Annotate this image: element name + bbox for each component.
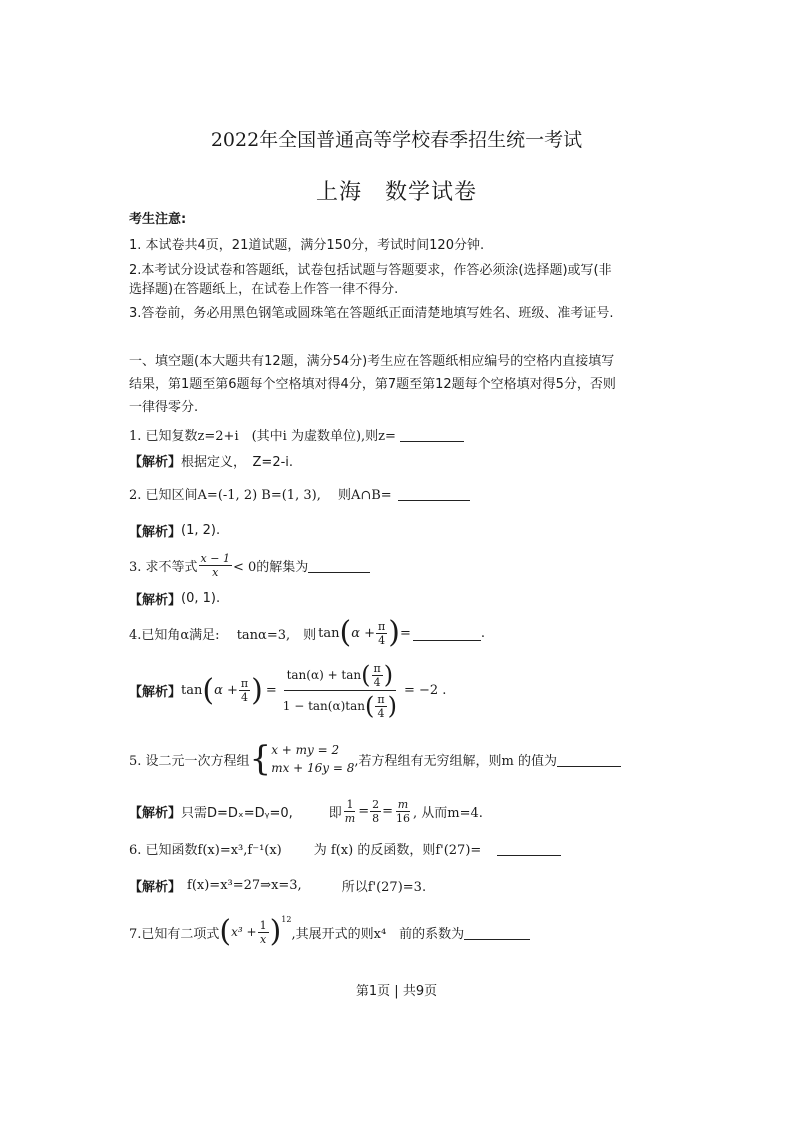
- question-7-prefix: 7.已知有二项式: [129, 926, 220, 942]
- question-2-text: 2. 已知区间A=(-1, 2) B=(1, 3), 则A∩B=: [129, 488, 392, 503]
- fraction-m-over-16: [394, 798, 412, 825]
- notice-item-2-line2: 选择题)在答题纸上，在试卷上作答一律不得分.: [129, 282, 399, 297]
- fraction-denominator: 4: [241, 691, 249, 704]
- right-paren: ): [388, 615, 400, 650]
- notice-heading: 考生注意:: [129, 212, 187, 227]
- answer-blank-7: [464, 925, 530, 940]
- tan-label: tan: [181, 683, 203, 698]
- fraction-denominator: x: [259, 932, 267, 946]
- left-brace: {: [249, 739, 272, 779]
- notice-item-2-line1: 2.本考试分设试卷和答题纸，试卷包括试题与答题要求，作答必须涂(选择题)或写(非: [129, 263, 612, 278]
- fraction-denominator: 4: [378, 633, 386, 647]
- pi-over-4: [376, 620, 387, 647]
- question-3-suffix: < 0的解集为: [232, 560, 309, 575]
- notice-item-1: 1. 本试卷共4页，21道试题，满分150分，考试时间120分钟.: [129, 238, 485, 253]
- exponent: 12: [281, 915, 292, 924]
- big-fraction-denominator: [280, 691, 400, 721]
- section1-line3: 一律得零分.: [129, 400, 199, 415]
- question-3: [129, 552, 370, 579]
- analysis-5-text1: 只需D=Dₓ=Dᵧ=0,: [181, 806, 293, 821]
- question-7-suffix: ,其展开式的则x⁴ 前的系数为: [291, 926, 465, 942]
- analysis-label: 【解析】: [129, 525, 182, 540]
- notice-item-3: 3.答卷前，务必用黑色钢笔或圆珠笔在答题纸正面清楚地填写姓名、班级、准考证号.: [129, 306, 614, 321]
- question-4-prefix: 4.已知角α满足: tanα=3, 则: [129, 627, 317, 643]
- big-fraction: [280, 660, 400, 721]
- right-paren: ): [251, 672, 263, 708]
- pi-over-4: [239, 677, 250, 704]
- pi-over-4: [375, 693, 386, 720]
- question-5-suffix: ,若方程组有无穷组解，则m 的值为: [354, 753, 557, 769]
- analysis-6-text2: 所以f'(27)=3.: [341, 880, 427, 895]
- analysis-5-text3: , 从而m=4.: [413, 806, 483, 821]
- left-paren: (: [339, 615, 352, 650]
- equation-system: [271, 741, 354, 777]
- equals-sign: =: [399, 625, 411, 641]
- fraction-numerator: π: [240, 677, 249, 690]
- question-6: [129, 839, 561, 858]
- question-6-text1: 6. 已知函数f(x)=x³,f⁻¹(x): [129, 843, 282, 858]
- question-4: [129, 615, 486, 650]
- equation-1: x + my = 2: [271, 743, 340, 757]
- equation-2: mx + 16y = 8: [271, 761, 355, 775]
- question-1-text: 1. 已知复数z=2+i (其中i 为虚数单位),则z=: [129, 429, 396, 444]
- analysis-5: [129, 798, 483, 825]
- question-6-text2: 为 f(x) 的反函数，则f'(27)=: [313, 843, 482, 858]
- answer-blank-4: [413, 626, 481, 641]
- fraction-numerator: π: [377, 692, 385, 706]
- question-2: [129, 484, 470, 503]
- fraction-2-over-8: [370, 798, 381, 825]
- fraction-numerator: π: [378, 619, 386, 633]
- answer-blank-6: [497, 841, 561, 856]
- left-paren: (: [361, 661, 371, 689]
- x-cubed-plus: x³ +: [231, 925, 257, 939]
- period: .: [480, 625, 486, 641]
- numerator-text: tan(α) + tan: [286, 668, 362, 682]
- big-fraction-numerator: [284, 660, 397, 691]
- analysis-label: 【解析】: [129, 880, 182, 895]
- analysis-1: [129, 451, 293, 470]
- fraction-1-over-m: [343, 798, 357, 825]
- question-5-prefix: 5. 设二元一次方程组: [129, 753, 250, 769]
- fraction-numerator: π: [373, 661, 381, 675]
- equals-sign: =: [265, 683, 277, 698]
- fraction-numerator: 1: [346, 798, 354, 811]
- alpha-plus: α +: [214, 683, 238, 698]
- equals-sign: =: [358, 804, 370, 819]
- section1-line1: 一、填空题(本大题共有12题，满分54分)考生应在答题纸相应编号的空格内直接填写: [129, 354, 615, 369]
- analysis-6-text1: f(x)=x³=27⇒x=3,: [187, 878, 302, 893]
- analysis-label: 【解析】: [129, 685, 182, 700]
- fraction-numerator: 1: [259, 918, 267, 932]
- fraction-denominator: 16: [396, 812, 411, 825]
- right-paren: ): [383, 661, 394, 689]
- fraction-numerator: 2: [372, 798, 380, 811]
- section1-line2: 结果，第1题至第6题每个空格填对得4分，第7题至第12题每个空格填对得5分，否则: [129, 377, 616, 392]
- exam-title: 2022年全国普通高等学校春季招生统一考试: [210, 129, 583, 151]
- answer-blank-5: [557, 752, 621, 767]
- answer-blank-1: [400, 427, 464, 442]
- fraction-denominator: 8: [372, 812, 380, 825]
- answer-blank-2: [398, 486, 470, 501]
- fraction-denominator: 4: [373, 675, 381, 689]
- analysis-3: [129, 589, 220, 608]
- denominator-text: 1 − tan(α)tan: [282, 699, 365, 713]
- analysis-4: [129, 660, 446, 721]
- result-text: = −2 .: [403, 683, 447, 698]
- analysis-label: 【解析】: [129, 593, 182, 608]
- equals-sign: =: [382, 804, 394, 819]
- fraction-numerator: x − 1: [200, 552, 230, 565]
- alpha-plus: α +: [351, 625, 376, 641]
- question-7: [129, 914, 530, 949]
- fraction-numerator: m: [397, 798, 409, 811]
- answer-blank-3: [308, 558, 370, 573]
- pi-over-4: [372, 662, 383, 689]
- analysis-2: [129, 521, 220, 540]
- analysis-2-text: (1, 2).: [181, 523, 221, 538]
- tan-label: tan: [318, 625, 340, 641]
- paper-subtitle: 上海 数学试卷: [315, 180, 477, 205]
- analysis-3-text: (0, 1).: [181, 591, 221, 606]
- analysis-label: 【解析】: [129, 455, 182, 470]
- question-3-prefix: 3. 求不等式: [129, 560, 198, 575]
- left-paren: (: [364, 692, 375, 720]
- analysis-label: 【解析】: [129, 806, 182, 821]
- fraction-denominator: 4: [377, 706, 385, 720]
- left-paren: (: [202, 672, 215, 708]
- left-paren: (: [219, 914, 232, 949]
- analysis-5-text2: 即: [328, 806, 342, 821]
- analysis-1-text: 根据定义， Z=2-i.: [181, 455, 294, 470]
- analysis-6: [129, 876, 426, 895]
- fraction-denominator: m: [344, 812, 356, 825]
- fraction-denominator: x: [212, 566, 219, 579]
- page-number: 第1页 | 共9页: [355, 984, 438, 999]
- question-5: [129, 741, 621, 777]
- fraction-1-over-x: [258, 919, 269, 946]
- question-1: [129, 425, 464, 444]
- right-paren: ): [269, 914, 282, 949]
- right-paren: ): [387, 692, 397, 720]
- inequality-fraction: [199, 552, 232, 579]
